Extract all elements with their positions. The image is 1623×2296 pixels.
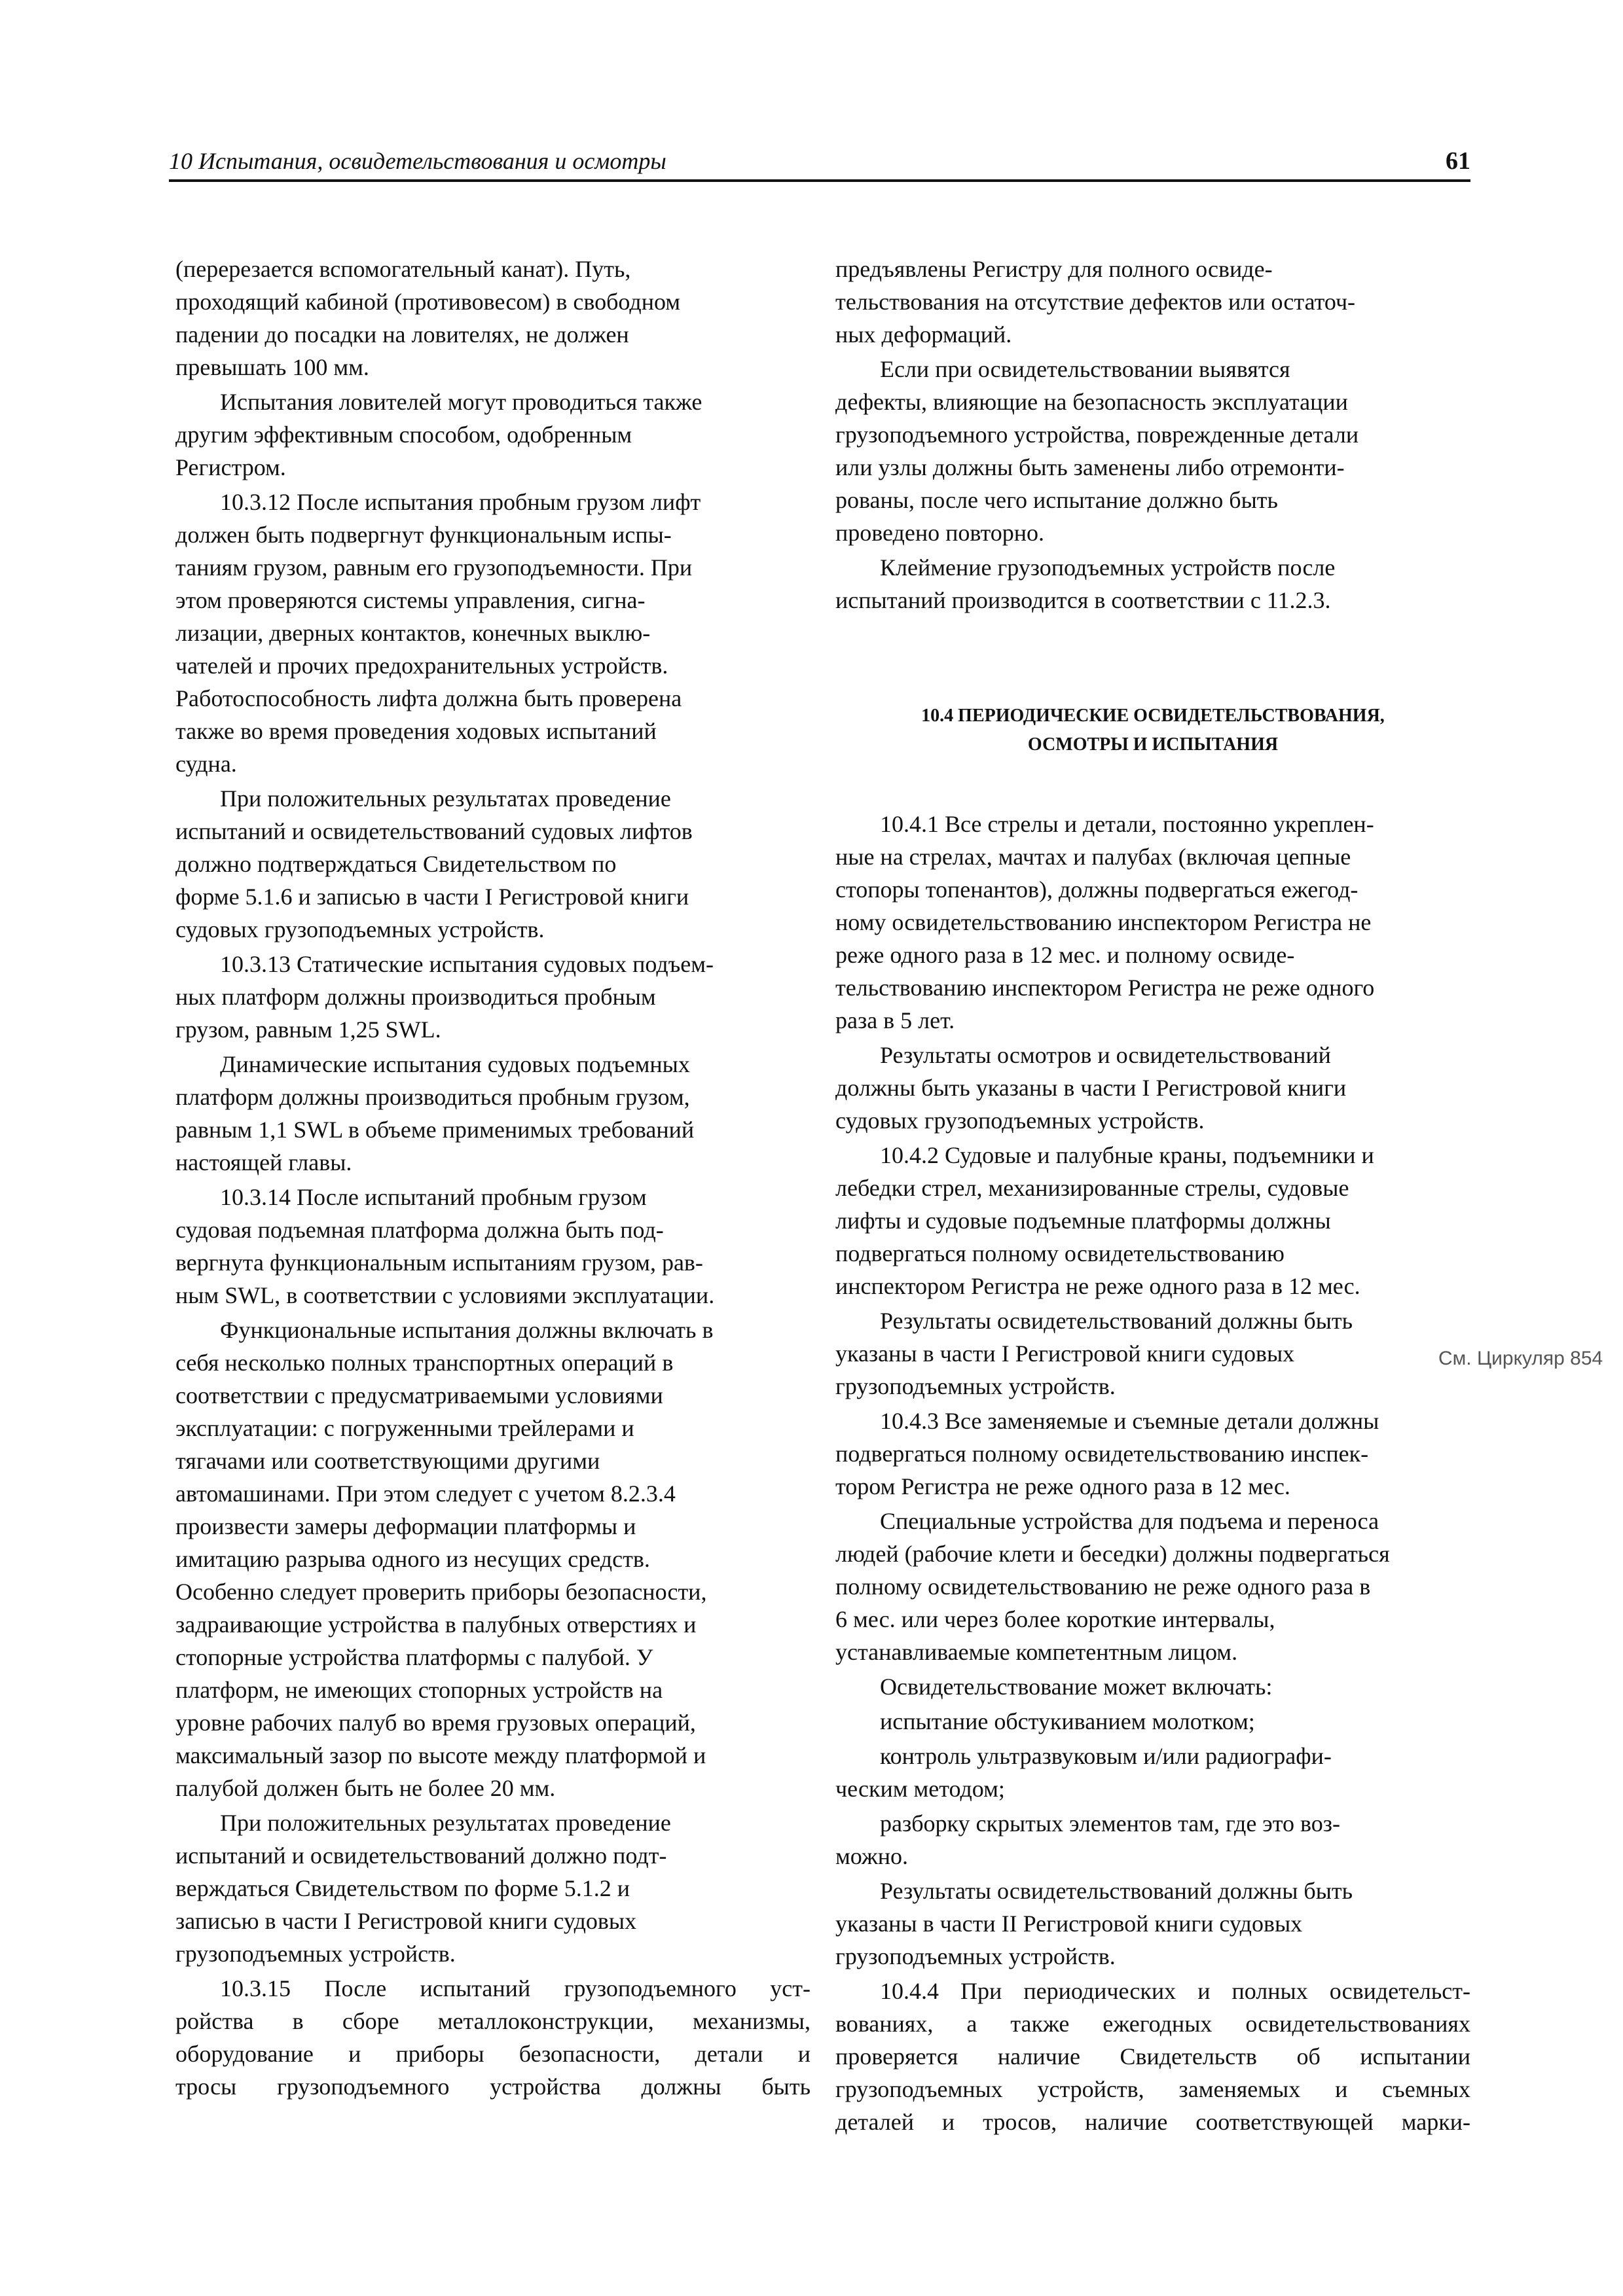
paragraph: Результаты освидетельствований должны быть указаны в части I Регистровой книги судовых грузоподъемных устройств. — [835, 1308, 1353, 1399]
header-title: 10 Испытания, освидетельствования и осмотры — [169, 148, 666, 174]
paragraph: Если при освидетельствовании выявятся дефекты, влияющие на безопасность эксплуатации грузоподъемного устройства, поврежденные детали или узлы должны быть заменены либо отремонти- рованы, после чего испытание должно быть проведено повторно. — [835, 356, 1359, 546]
paragraph: Специальные устройства для подъема и переноса людей (рабочие клети и беседки) должны подвергаться полному освидетельствованию не реже одного раза в 6 мес. или через более короткие интервалы, устанавливаемые компетентным лицом. — [835, 1508, 1390, 1665]
left-column — [175, 253, 811, 2103]
paragraph: предъявлены Регистру для полного освиде- тельствования на отсутствие дефектов или остаточ- ных деформаций. — [835, 256, 1356, 348]
paragraph-10-4-2: 10.4.2 Судовые и палубные краны, подъемники и лебедки стрел, механизированные стрелы, судовые лифты и судовые подъемные платформы должны подвергаться полному освидетельствованию инспектором Регистра не реже одного раза в 12 мес. — [835, 1142, 1374, 1299]
list-item: разборку скрытых элементов там, где это воз- можно. — [835, 1810, 1340, 1869]
paragraph-10-4-1: 10.4.1 Все стрелы и детали, постоянно укреплен- ные на стрелах, мачтах и палубах (включая цепные стопоры топенантов), должны подвергаться ежегод- ному освидетельствованию инспектором Регистра не реже одного раза в 12 мес. и полному освиде- тельствованию инспектором Регистра не реже одного раза в 5 лет. — [835, 811, 1375, 1033]
running-header — [169, 145, 1470, 177]
margin-note-link[interactable]: См. Циркуляр 854 — [1438, 1348, 1603, 1369]
paragraph: Освидетельствование может включать: — [880, 1674, 1273, 1700]
paragraph-10-3-14: 10.3.14 После испытаний пробным грузом судовая подъемная платформа должна быть под- вергнута функциональным испытаниям грузом, рав- ным SWL, в соответствии с условиями эксплуатации. — [175, 1184, 715, 1308]
right-column — [835, 253, 1470, 2138]
paragraph: При положительных результатах проведение испытаний и освидетельствований судовых лифтов должно подтверждаться Свидетельством по форме 5.1.6 и записью в части I Регистровой книги судовых грузоподъемных устройств. — [175, 785, 693, 942]
paragraph-10-3-13: 10.3.13 Статические испытания судовых подъем- ных платформ должны производиться пробным грузом, равным 1,25 SWL. — [175, 951, 714, 1043]
paragraph-10-3-15: 10.3.15 После испытаний грузоподъемного уст- ройства в сборе металлоконструкции, механизмы, оборудование и приборы безопасности, детали и тросы грузоподъемного устройства должны быть — [175, 1975, 811, 2100]
paragraph: Результаты осмотров и освидетельствований должны быть указаны в части I Регистровой книги судовых грузоподъемных устройств. — [835, 1042, 1347, 1134]
paragraph: Результаты освидетельствований должны быть указаны в части II Регистровой книги судовых грузоподъемных устройств. — [835, 1878, 1353, 1969]
header-rule — [169, 179, 1470, 182]
paragraph: При положительных результатах проведение испытаний и освидетельствований должно подт- верждаться Свидетельством по форме 5.1.2 и записью в части I Регистровой книги судовых грузоподъемных устройств. — [175, 1810, 671, 1967]
list-item: испытание обстукиванием молотком; — [880, 1708, 1255, 1734]
section-heading-10-4: 10.4 ПЕРИОДИЧЕСКИЕ ОСВИДЕТЕЛЬСТВОВАНИЯ, ОСМОТРЫ И ИСПЫТАНИЯ — [921, 706, 1385, 755]
page-number: 61 — [1446, 147, 1470, 175]
paragraph-10-3-12: 10.3.12 После испытания пробным грузом лифт должен быть подвергнут функциональным испы- таниям грузом, равным его грузоподъемности. При этом проверяются системы управления, сигна- лизации, дверных контактов, конечных выклю- чателей и прочих предохранительных устройств. Работоспособность лифта должна быть проверена также во время проведения ходовых испытаний судна. — [175, 489, 701, 777]
list-item: контроль ультразвуковым и/или радиографи- ческим методом; — [835, 1743, 1332, 1802]
paragraph-10-4-3: 10.4.3 Все заменяемые и съемные детали должны подвергаться полному освидетельствованию инспек- тором Регистра не реже одного раза в 12 мес. — [835, 1408, 1379, 1499]
paragraph: Клеймение грузоподъемных устройств после испытаний производится в соответствии с 11.2.3. — [835, 554, 1336, 613]
paragraph: Динамические испытания судовых подъемных платформ должны производиться пробным грузом, равным 1,1 SWL в объеме применимых требований настоящей главы. — [175, 1051, 695, 1175]
paragraph: Функциональные испытания должны включать в себя несколько полных транспортных операций в соответствии с предусматриваемыми условиями эксплуатации: с погруженными трейлерами и тягачами или соответствующими другими автомашинами. При этом следует с учетом 8.2.3.4 произвести замеры деформации платформы и имитацию разрыва одного из несущих средств. Особенно следует проверить приборы безопасности, задраивающие устройства в палубных отверстиях и стопорные устройства платформы с палубой. У платформ, не имеющих стопорных устройств на уровне рабочих палуб во время грузовых операций, максимальный зазор по высоте между платформой и палубой должен быть не более 20 мм. — [175, 1317, 714, 1801]
paragraph: (перерезается вспомогательный канат). Путь, проходящий кабиной (противовесом) в свободном падении до посадки на ловителях, не должен превышать 100 мм. — [175, 256, 681, 380]
paragraph: Испытания ловителей могут проводиться также другим эффективным способом, одобренным Регистром. — [175, 389, 702, 480]
paragraph-10-4-4: 10.4.4 При периодических и полных освидетельст- вованиях, а также ежегодных освидетельствованиях проверяется наличие Свидетельств об испытании грузоподъемных устройств, заменяемых и съемных деталей и тросов, наличие соответствующей марки- — [835, 1978, 1470, 2135]
